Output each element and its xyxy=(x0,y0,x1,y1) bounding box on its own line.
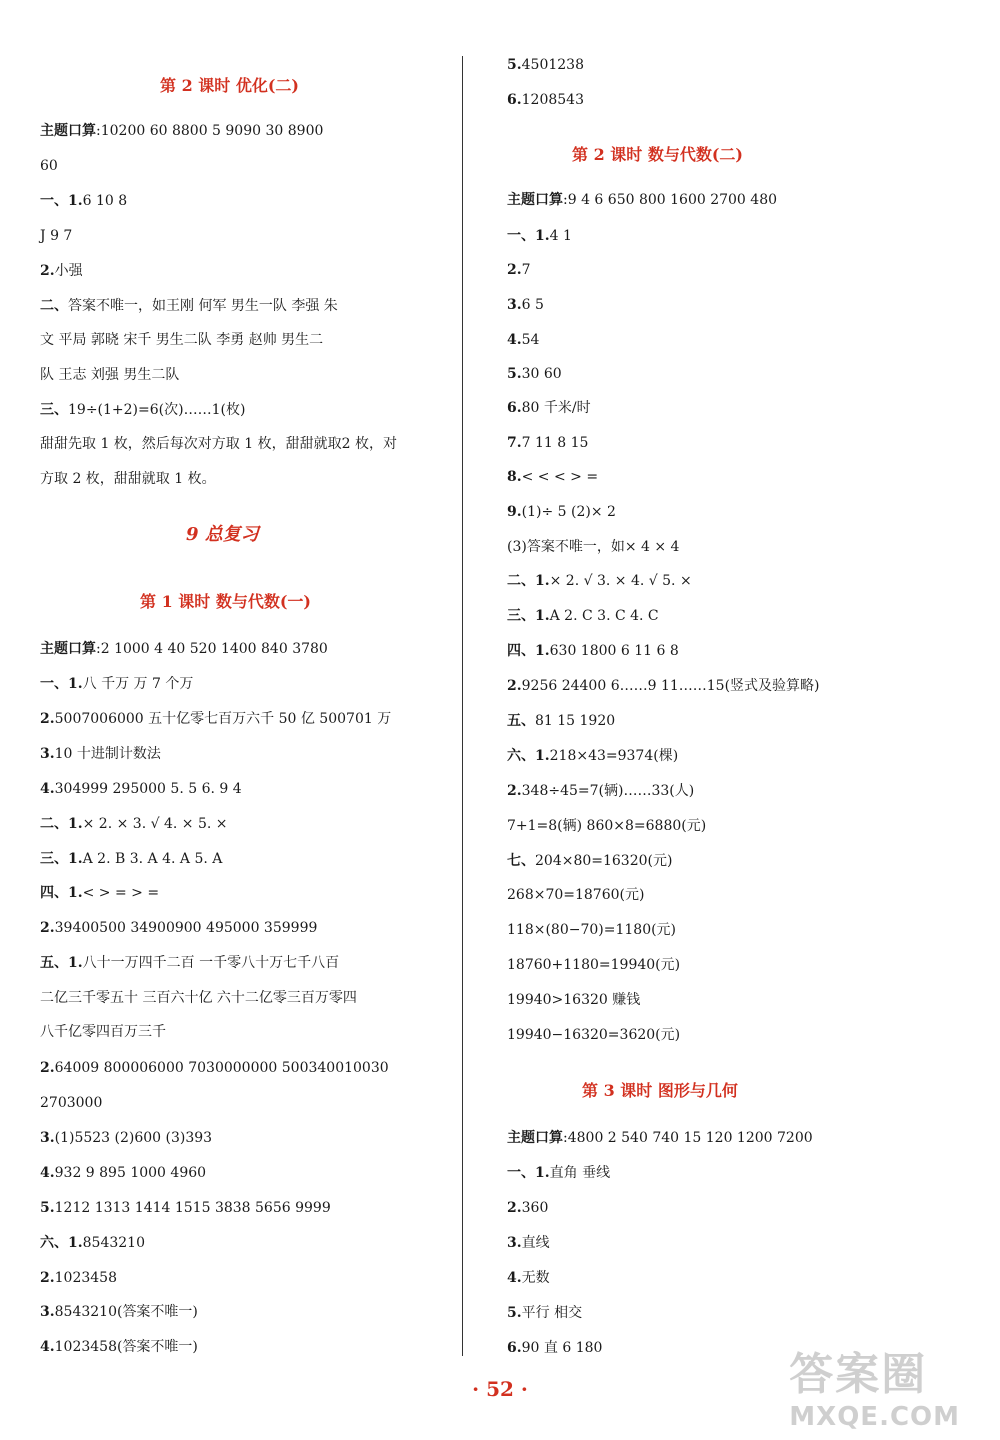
answer-text: :2 1000 4 40 520 1400 840 3780 xyxy=(96,641,328,657)
left-heading-1: 第 2 课时 优化(二) xyxy=(160,76,299,95)
answer-line xyxy=(507,434,588,452)
right-heading-1: 第 2 课时 数与代数(二) xyxy=(572,145,743,164)
answer-text: 348÷45=7(辆)……33(人) xyxy=(521,783,695,799)
answer-text: A 2. B 3. A 4. A 5. A xyxy=(82,851,223,867)
answer-line xyxy=(507,921,676,939)
answer-line xyxy=(40,745,161,763)
answer-line xyxy=(40,435,397,453)
answer-line xyxy=(40,1164,206,1182)
left-heading-2: 第 1 课时 数与代数(一) xyxy=(140,592,311,611)
answer-label: 一、1. xyxy=(507,1165,550,1181)
answer-line xyxy=(40,675,193,693)
answer-line xyxy=(507,1234,550,1252)
answer-line xyxy=(40,1338,198,1356)
answer-line xyxy=(507,1199,548,1217)
answer-label: 主题口算 xyxy=(507,1130,563,1146)
answer-line xyxy=(40,366,179,384)
answer-line xyxy=(40,331,323,349)
answer-label: 2. xyxy=(40,1270,55,1286)
answer-text: 直角 垂线 xyxy=(549,1165,611,1181)
answer-text: 平行 相交 xyxy=(521,1305,583,1321)
answer-label: 5. xyxy=(507,57,522,73)
answer-line xyxy=(40,989,357,1007)
answer-label: 4. xyxy=(507,332,522,348)
answer-text: × 2. √ 3. × 4. √ 5. × xyxy=(549,573,692,589)
answer-text: 19940−16320=3620(元) xyxy=(507,1027,681,1043)
answer-text: 204×80=16320(元) xyxy=(535,853,673,869)
answer-line xyxy=(507,712,615,730)
answer-text: 无数 xyxy=(521,1270,550,1286)
answer-line xyxy=(40,1269,117,1287)
answer-label: 三、1. xyxy=(40,851,83,867)
answer-label: 主题口算 xyxy=(40,123,96,139)
answer-label: 六、1. xyxy=(40,1235,83,1251)
answer-line xyxy=(507,399,591,417)
answer-text: A 2. C 3. C 4. C xyxy=(549,608,659,624)
answer-text: 80 千米/时 xyxy=(521,400,591,416)
answer-line xyxy=(507,782,694,800)
answer-text: 60 xyxy=(40,158,58,174)
answer-line xyxy=(40,1234,145,1252)
answer-label: 2. xyxy=(40,1060,55,1076)
answer-text: < < < > = xyxy=(521,469,599,485)
answer-line xyxy=(40,262,83,280)
answer-line xyxy=(507,817,706,835)
answer-line xyxy=(40,815,228,833)
answer-text: 90 直 6 180 xyxy=(521,1340,603,1356)
answer-line xyxy=(40,470,216,488)
answer-line xyxy=(507,503,616,521)
answer-text: :9 4 6 650 800 1600 2700 480 xyxy=(563,192,778,208)
answer-label: 4. xyxy=(507,1270,522,1286)
answer-line xyxy=(40,401,245,419)
answer-text: 4 1 xyxy=(549,228,572,244)
answer-label: 6. xyxy=(507,92,522,108)
answer-text: 54 xyxy=(521,332,540,348)
answer-text: 360 xyxy=(521,1200,549,1216)
answer-text: 7 11 8 15 xyxy=(521,435,589,451)
answer-line xyxy=(40,297,338,315)
answer-line xyxy=(507,886,644,904)
answer-text: 7 xyxy=(521,262,531,278)
answer-text: 八 千万 万 7 个万 xyxy=(82,676,194,692)
answer-text: 文 平局 郭晓 宋千 男生二队 李勇 赵帅 男生二 xyxy=(40,332,324,348)
answer-label: 4. xyxy=(40,1165,55,1181)
answer-text: 1023458(答案不唯一) xyxy=(54,1339,198,1355)
answer-text: 甜甜先取 1 枚，然后每次对方取 1 枚，甜甜就取2 枚，对 xyxy=(40,436,397,452)
answer-label: 9. xyxy=(507,504,522,520)
answer-label: 2. xyxy=(40,920,55,936)
chapter-title: 9 总复习 xyxy=(186,524,259,545)
answer-label: 三、 xyxy=(40,402,68,418)
answer-line xyxy=(40,122,323,140)
answer-label: 3. xyxy=(40,746,55,762)
answer-line xyxy=(507,852,672,870)
answer-line xyxy=(507,991,640,1009)
answer-line xyxy=(507,468,598,486)
answer-line xyxy=(507,331,539,349)
answer-label: 七、 xyxy=(507,853,535,869)
answer-text: 小强 xyxy=(54,263,83,279)
answer-line xyxy=(507,261,531,279)
answer-text: 268×70=18760(元) xyxy=(507,887,645,903)
answer-label: 四、1. xyxy=(40,885,83,901)
answer-line xyxy=(507,538,679,556)
answer-label: 主题口算 xyxy=(507,192,563,208)
answer-label: 8. xyxy=(507,469,522,485)
answer-text: :10200 60 8800 5 9090 30 8900 xyxy=(96,123,324,139)
answer-line xyxy=(40,1129,212,1147)
answer-line xyxy=(40,884,159,902)
answer-label: 六、1. xyxy=(507,748,550,764)
answer-text: 6 5 xyxy=(521,297,544,313)
right-heading-2: 第 3 课时 图形与几何 xyxy=(582,1081,738,1100)
answer-line xyxy=(507,956,680,974)
answer-line xyxy=(40,1303,198,1321)
answer-text: 630 1800 6 11 6 8 xyxy=(549,643,679,659)
answer-label: 一、1. xyxy=(40,676,83,692)
answer-line xyxy=(40,192,127,210)
answer-text: × 2. × 3. √ 4. × 5. × xyxy=(82,816,228,832)
answer-text: J 9 7 xyxy=(40,228,73,244)
answer-label: 5. xyxy=(507,366,522,382)
answer-label: 五、 xyxy=(507,713,535,729)
answer-text: (1)5523 (2)600 (3)393 xyxy=(54,1130,213,1146)
answer-label: 主题口算 xyxy=(40,641,96,657)
answer-label: 一、1. xyxy=(507,228,550,244)
answer-label: 6. xyxy=(507,1340,522,1356)
answer-line xyxy=(40,1059,389,1077)
answer-label: 2. xyxy=(507,262,522,278)
answer-label: 二、1. xyxy=(40,816,83,832)
answer-text: 4501238 xyxy=(521,57,584,73)
answer-label: 四、1. xyxy=(507,643,550,659)
answer-text: 1212 1313 1414 1515 3838 5656 9999 xyxy=(54,1200,331,1216)
answer-label: 2. xyxy=(40,711,55,727)
answer-text: 7+1=8(辆) 860×8=6880(元) xyxy=(507,818,707,834)
answer-label: 2. xyxy=(40,263,55,279)
answer-text: 8543210(答案不唯一) xyxy=(54,1304,198,1320)
answer-text: 39400500 34900900 495000 359999 xyxy=(54,920,318,936)
answer-label: 4. xyxy=(40,1339,55,1355)
answer-line xyxy=(40,227,72,245)
answer-label: 五、1. xyxy=(40,955,83,971)
answer-label: 三、1. xyxy=(507,608,550,624)
answer-text: 答案不唯一，如王刚 何军 男生一队 李强 朱 xyxy=(68,298,338,314)
answer-text: 118×(80−70)=1180(元) xyxy=(507,922,677,938)
answer-text: 304999 295000 5. 5 6. 9 4 xyxy=(54,781,242,797)
answer-line xyxy=(507,747,678,765)
column-divider xyxy=(462,56,463,1356)
page-number: · 52 · xyxy=(472,1377,528,1401)
answer-text: 64009 800006000 7030000000 500340010030 xyxy=(54,1060,389,1076)
watermark-logo: 答案圈 MXQE.COM xyxy=(789,1349,960,1432)
answer-text: (1)÷ 5 (2)× 2 xyxy=(521,504,616,520)
answer-line xyxy=(40,710,391,728)
answer-line xyxy=(507,296,544,314)
answer-label: 2. xyxy=(507,783,522,799)
answer-line xyxy=(507,56,584,74)
answer-label: 7. xyxy=(507,435,522,451)
answer-line xyxy=(507,1026,680,1044)
answer-line xyxy=(40,1199,331,1217)
answer-line xyxy=(40,157,58,175)
answer-line xyxy=(507,1269,550,1287)
answer-line xyxy=(507,677,820,695)
answer-text: :4800 2 540 740 15 120 1200 7200 xyxy=(563,1130,813,1146)
answer-line xyxy=(507,1129,813,1147)
answer-line xyxy=(507,1339,602,1357)
answer-text: 19940>16320 赚钱 xyxy=(507,992,641,1008)
answer-text: 5007006000 五十亿零七百万六千 50 亿 500701 万 xyxy=(54,711,392,727)
answer-text: 19÷(1+2)=6(次)……1(枚) xyxy=(68,402,246,418)
answer-text: 932 9 895 1000 4960 xyxy=(54,1165,207,1181)
answer-text: 直线 xyxy=(521,1235,550,1251)
answer-label: 2. xyxy=(507,678,522,694)
answer-label: 6. xyxy=(507,400,522,416)
answer-text: 方取 2 枚，甜甜就取 1 枚。 xyxy=(40,471,216,487)
answer-line xyxy=(40,640,328,658)
answer-line xyxy=(507,365,562,383)
answer-line xyxy=(507,227,572,245)
answer-label: 5. xyxy=(507,1305,522,1321)
answer-text: 6 10 8 xyxy=(82,193,128,209)
answer-label: 5. xyxy=(40,1200,55,1216)
answer-line xyxy=(507,572,692,590)
answer-text: 81 15 1920 xyxy=(535,713,616,729)
answer-text: 9256 24400 6……9 11……15(竖式及验算略) xyxy=(521,678,820,694)
answer-text: < > = > = xyxy=(82,885,160,901)
answer-label: 一、1. xyxy=(40,193,83,209)
answer-line xyxy=(40,954,339,972)
answer-text: 队 王志 刘强 男生二队 xyxy=(40,367,180,383)
answer-label: 二、1. xyxy=(507,573,550,589)
answer-label: 二、 xyxy=(40,298,68,314)
answer-line xyxy=(507,642,679,660)
answer-line xyxy=(40,919,317,937)
answer-text: 2703000 xyxy=(40,1095,103,1111)
answer-line xyxy=(507,1164,610,1182)
answer-text: 30 60 xyxy=(521,366,562,382)
answer-text: 1208543 xyxy=(521,92,584,108)
answer-line xyxy=(40,780,242,798)
answer-line xyxy=(507,91,584,109)
answer-text: 18760+1180=19940(元) xyxy=(507,957,681,973)
answer-text: 218×43=9374(棵) xyxy=(549,748,679,764)
answer-text: (3)答案不唯一，如× 4 × 4 xyxy=(507,539,680,555)
answer-label: 3. xyxy=(40,1130,55,1146)
answer-label: 2. xyxy=(507,1200,522,1216)
answer-line xyxy=(507,191,777,209)
answer-text: 二亿三千零五十 三百六十亿 六十二亿零三百万零四 xyxy=(40,990,357,1006)
answer-line xyxy=(40,1023,166,1041)
answer-label: 3. xyxy=(40,1304,55,1320)
answer-label: 3. xyxy=(507,297,522,313)
answer-text: 10 十进制计数法 xyxy=(54,746,161,762)
answer-line xyxy=(40,850,222,868)
answer-text: 1023458 xyxy=(54,1270,117,1286)
answer-label: 3. xyxy=(507,1235,522,1251)
answer-line xyxy=(507,607,659,625)
answer-line xyxy=(40,1094,102,1112)
answer-text: 八千亿零四百万三千 xyxy=(40,1024,166,1040)
answer-label: 4. xyxy=(40,781,55,797)
answer-line xyxy=(507,1304,582,1322)
answer-text: 8543210 xyxy=(82,1235,145,1251)
answer-text: 八十一万四千二百 一千零八十万七千八百 xyxy=(82,955,340,971)
